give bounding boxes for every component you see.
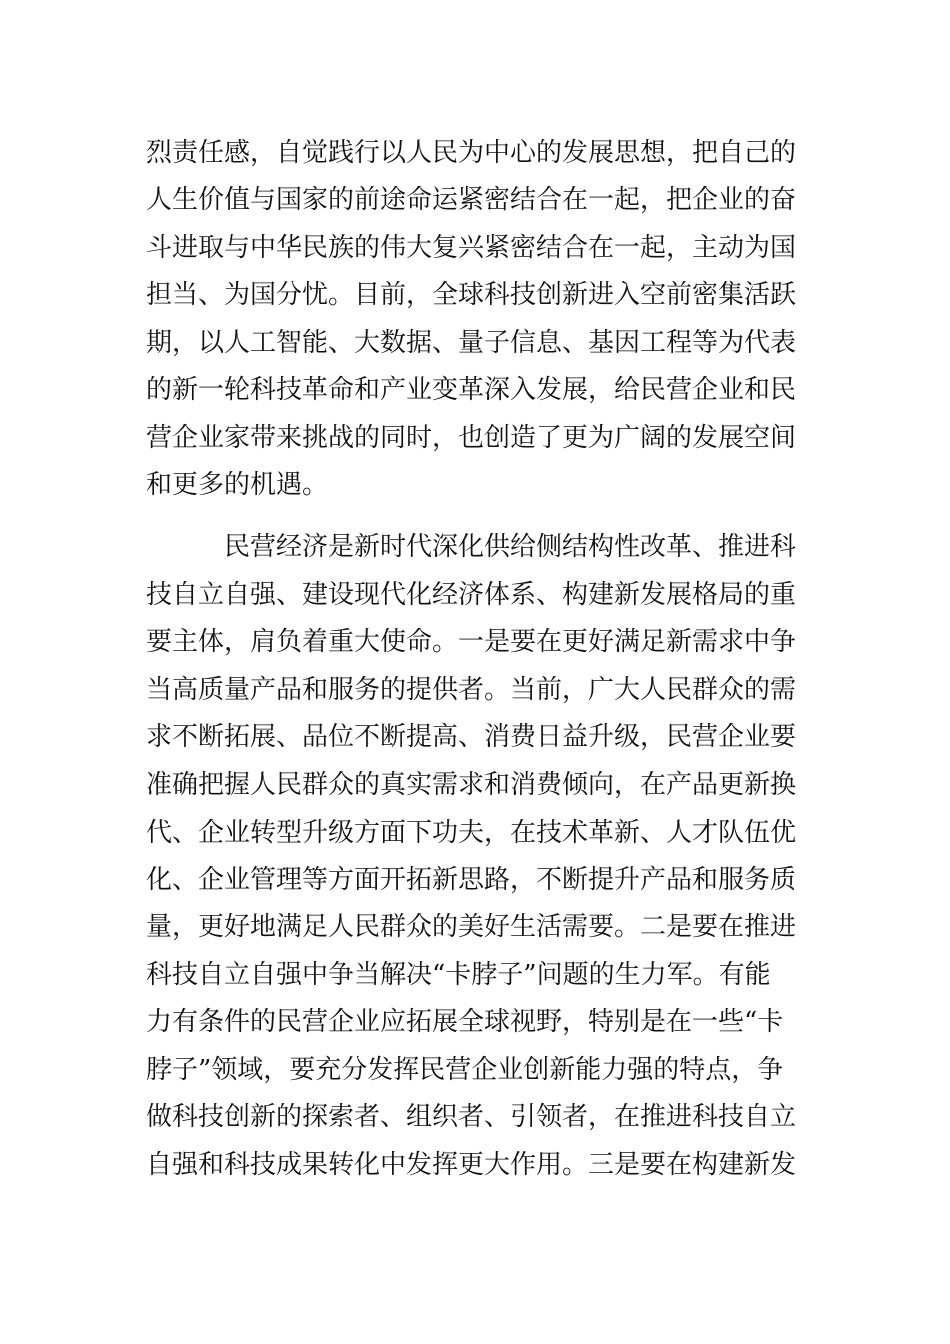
text-line: 人生价值与国家的前途命运紧密结合在一起，把企业的奋 [146, 185, 797, 215]
text-line: 求不断拓展、品位不断提高、消费日益升级，民营企业要 [146, 722, 797, 752]
text-line: 技自立自强、建设现代化经济体系、构建新发展格局的重 [146, 580, 797, 610]
text-line: 的新一轮科技革命和产业变革深入发展，给民营企业和民 [146, 375, 797, 405]
text-line: 力有条件的民营企业应拓展全球视野，特别是在一些“卡 [146, 1007, 784, 1037]
text-line: 化、企业管理等方面开拓新思路，不断提升产品和服务质 [146, 865, 797, 895]
text-line: 科技自立自强中争当解决“卡脖子”问题的生力军。有能 [146, 960, 771, 990]
text-line: 要主体，肩负着重大使命。一是要在更好满足新需求中争 [146, 627, 797, 657]
text-line: 自强和科技成果转化中发挥更大作用。三是要在构建新发 [146, 1150, 797, 1180]
text-line: 担当、为国分忧。目前，全球科技创新进入空前密集活跃 [146, 280, 797, 310]
text-line: 做科技创新的探索者、组织者、引领者，在推进科技自立 [146, 1102, 797, 1132]
text-line: 当高质量产品和服务的提供者。当前，广大人民群众的需 [146, 675, 797, 705]
text-line: 烈责任感，自觉践行以人民为中心的发展思想，把自己的 [146, 138, 797, 168]
text-line: 营企业家带来挑战的同时，也创造了更为广阔的发展空间 [146, 423, 797, 453]
text-line: 准确把握人民群众的真实需求和消费倾向，在产品更新换 [146, 770, 797, 800]
text-line: 代、企业转型升级方面下功夫，在技术革新、人才队伍优 [146, 818, 797, 848]
text-line: 斗进取与中华民族的伟大复兴紧密结合在一起，主动为国 [146, 233, 797, 263]
text-line: 期，以人工智能、大数据、量子信息、基因工程等为代表 [146, 328, 797, 358]
paragraph-start-line: 民营经济是新时代深化供给侧结构性改革、推进科 [146, 532, 797, 562]
text-line: 脖子”领域，要充分发挥民营企业创新能力强的特点，争 [146, 1055, 784, 1085]
text-line: 量，更好地满足人民群众的美好生活需要。二是要在推进 [146, 912, 797, 942]
text-line: 和更多的机遇。 [146, 470, 329, 500]
